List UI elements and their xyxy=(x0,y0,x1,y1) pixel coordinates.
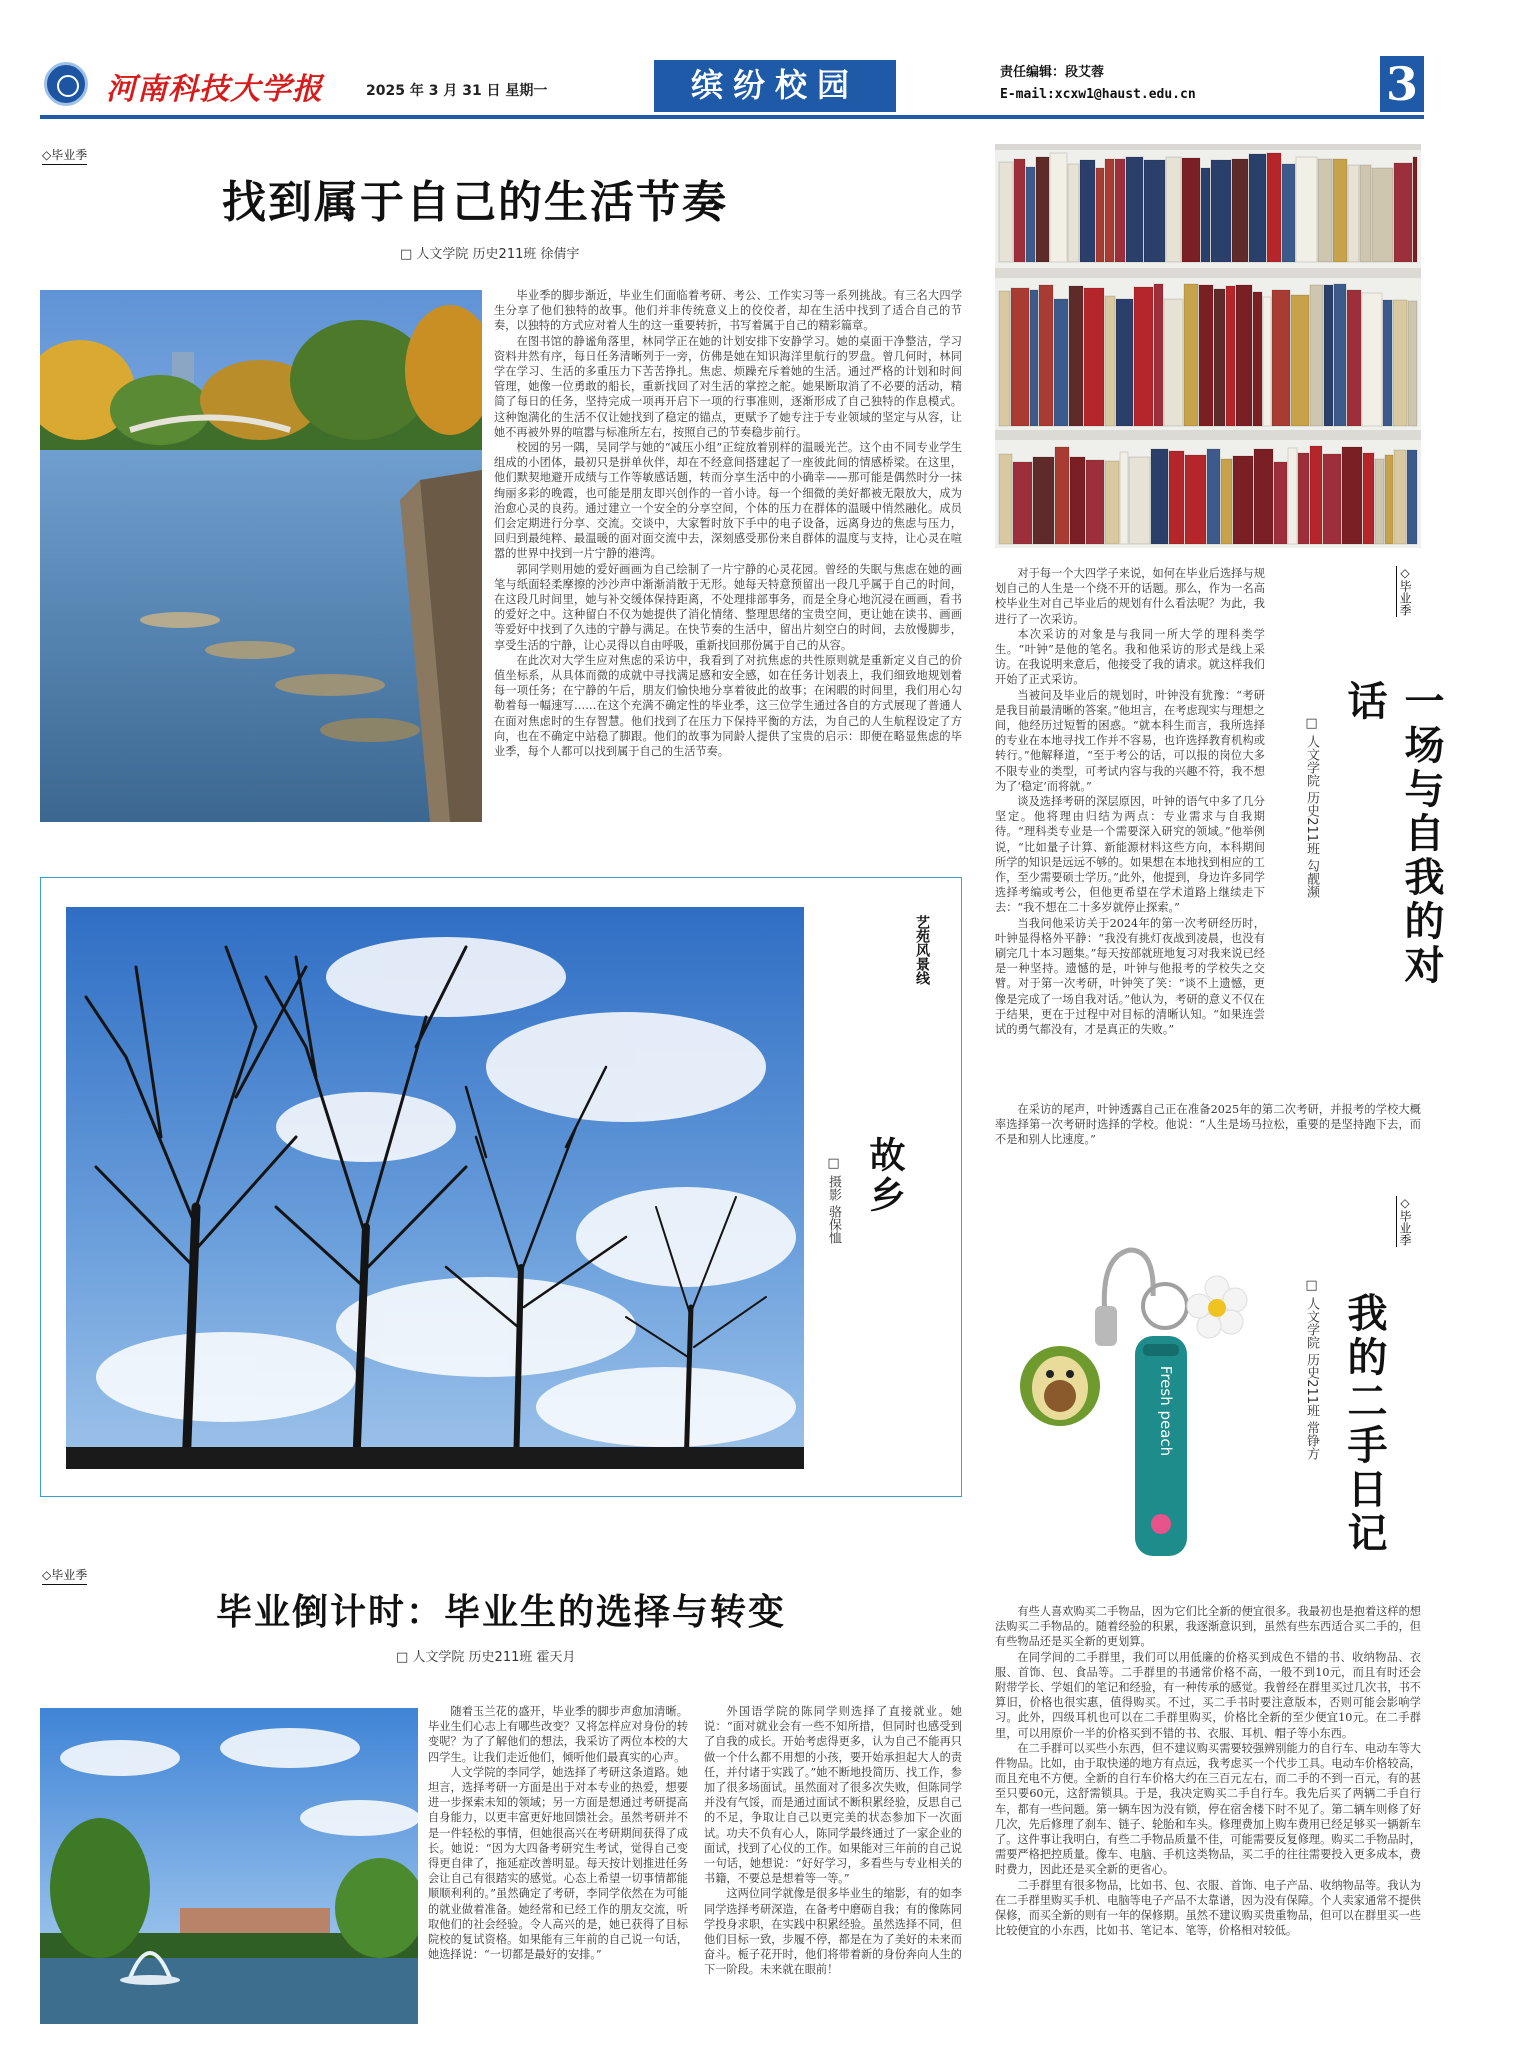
book-spine xyxy=(1383,300,1392,426)
keychain-text: Fresh peach xyxy=(1157,1365,1175,1457)
campus-lake-photo xyxy=(40,290,482,822)
book-spine xyxy=(1084,288,1104,426)
book-spine xyxy=(1288,448,1297,544)
book-spine xyxy=(1274,462,1287,544)
book-spine xyxy=(1334,284,1346,426)
paragraph: 在同学间的二手群里，我们可以用低廉的价格买到成色不错的书、收纳物品、衣服、首饰、包、食品等。二手群里的书通常价格不高，一般不到10元，而且有时还会附带学长、学姐们的笔记和经验，有一种传承的感觉。我曾经在群里买过几次书，书不算旧，价格也很实惠，值得购买。不过，买二手书时要注意版本，否则可能会影响学习。此外，四级耳机也可以在二手群里购买，价格比全新的至少便宜10元。在二手群里，可以用原价一半的价格买到不错的书、衣服、耳机、帽子等小东西。 xyxy=(995,1650,1421,1740)
book-spine xyxy=(1164,299,1183,426)
book-spine xyxy=(999,454,1012,544)
article-title: 毕业倒计时：毕业生的选择与转变 xyxy=(216,1592,787,1633)
article-title: 一场与自我的对话 xyxy=(1341,680,1445,988)
article3-body-col1 xyxy=(428,1704,688,1962)
book-spine xyxy=(1298,453,1309,544)
book-spine xyxy=(1348,165,1359,262)
section-tag: ◇毕业季 xyxy=(42,146,87,165)
paragraph: 在图书馆的静谧角落里，林同学正在她的计划安排下安静学习。她的桌面干净整洁，学习资料井然有序，每日任务清晰列于一旁，仿佛是她在知识海洋里航行的罗盘。曾几何时，林同学在学习、生活的多重压力下苦苦挣扎。焦虑、烦躁充斥着她的生活。通过严格的计划和时间管理，她像一位勇敢的船长，重新找回了对生活的掌控之舵。她果断取消了不必要的活动，精简了每日的任务，坚持完成一项再开启下一项的行事准则，逐渐形成了自己独特的作息模式。这种饱满化的生活不仅让她找到了稳定的锚点，更赋予了她专注于专业领域的坚定与从容，让她不再被外界的喧嚣与标准所左右，按照自己的节奏稳步前行。 xyxy=(494,334,962,439)
bookshelf-photo xyxy=(995,144,1421,548)
book-spine xyxy=(1182,158,1200,262)
book-spine xyxy=(1036,157,1049,262)
book-spine xyxy=(1068,164,1079,262)
book-spine xyxy=(1050,153,1067,262)
photo-title: 故乡 xyxy=(864,1136,906,1216)
university-logo xyxy=(44,62,88,106)
paragraph: 有些人喜欢购买二手物品，因为它们比全新的便宜很多。我最初也是抱着这样的想法购买二手物品的。随着经验的积累，我逐渐意识到，虽然有些东西适合买二手的，但有些物品还是买全新的更划算。 xyxy=(995,1605,1421,1649)
paragraph: 当被问及毕业后的规划时，叶钟没有犹豫：“考研是我目前最清晰的答案。”他坦言，在考虑现实与理想之间，他经历过短暂的困惑。“就本科生而言，我所选择的专业在本地寻找工作并不容易，也许选择教育机构或转行。”他解释道，“至于考公的话，可以报的岗位大多不限专业的类型，可考试内容与我的兴趣不符，我不想为了‘稳定’而将就。” xyxy=(995,688,1265,793)
page-number: 3 xyxy=(1380,56,1424,112)
article-title: 我的二手日记 xyxy=(1341,1292,1388,1556)
article3-body-col2 xyxy=(704,1704,962,1978)
book-spine xyxy=(1129,457,1150,544)
book-spine xyxy=(1199,285,1213,426)
paragraph: 外国语学院的陈同学则选择了直接就业。她说：“面对就业会有一些不知所措，但同时也感受到了自我的成长。开始考虑得更多，认为自己不能再只做一个什么都不用想的小孩，要开始承担起大人的责任，并付诸于实践了。”她不断地投简历、找工作，参加了很多场面试。虽然面对了很多次失败，但陈同学并没有气馁，而是通过面试不断积累经验，反思自己的不足，争取让自己以更完美的状态参加下一次面试。功夫不负有心人，陈同学最终通过了一家企业的面试，找到了心仪的工作。如果能对三年前的自己说一句话，她想说：“好好学习，多看些与专业相关的书籍，不要总是想着等一等。” xyxy=(704,1705,962,1886)
book-spine xyxy=(1054,299,1068,426)
photo-credit: □ 摄影 骆保恤 xyxy=(826,1156,841,1245)
hometown-sky-photo xyxy=(66,907,804,1469)
paragraph: 二手群里有很多物品，比如书、包、衣服、首饰、电子产品、收纳物品等。我认为在二手群里购买手机、电脑等电子产品不太靠谱，因为没有保障。个人卖家通常不提供保修，而买全新的则有一年的保修期。虽然不建议购买贵重物品，但可以在群里买一些比较便宜的小东西，比如书、笔记本、笔等，价格相对较低。 xyxy=(995,1878,1421,1938)
book-spine xyxy=(1324,285,1333,426)
issue-date: 2025 年 3 月 31 日 星期一 xyxy=(366,83,548,99)
book-spine xyxy=(1211,160,1231,262)
article-byline: □ 人文学院 历史211班 霍天月 xyxy=(396,1650,576,1665)
book-spine xyxy=(1201,168,1210,262)
photo-section-label: 艺苑风景线 xyxy=(914,915,930,985)
paragraph: 人文学院的李同学，她选择了考研这条道路。她坦言，选择考研一方面是出于对本专业的热爱，想要进一步探索未知的领域；另一方面是想通过考研提高自身能力，以更丰富更好地回馈社会。虽然考研并不是一件轻松的事情，但她很高兴在考研期间获得了成长。她说：“因为大四备考研究生考试，觉得自己变得更自律了，拖延症改善明显。每天按计划推进任务会让自己有很踏实的感觉。心态上希望一切事情都能顺顺利利的。”虽然确定了考研，李同学依然在为可能的就业做着准备。她经常和已经工作的朋友交流，听取他们的社会经验。令人高兴的是，她已获得了目标院校的复试资格。如果能有三年前的自己说一句话，她选择说：“一切都是最好的安排。” xyxy=(428,1765,688,1962)
book-spine xyxy=(1014,159,1025,262)
book-spine xyxy=(1310,446,1322,544)
book-spine xyxy=(1333,159,1347,262)
book-spine xyxy=(1342,447,1362,544)
book-spine xyxy=(1134,287,1153,426)
book-spine xyxy=(1413,157,1417,262)
book-spine xyxy=(1291,295,1309,426)
book-spine xyxy=(1233,456,1253,544)
book-spine xyxy=(1184,284,1198,426)
book-spine xyxy=(999,162,1013,262)
book-spine xyxy=(1408,301,1417,426)
book-spine xyxy=(1254,449,1273,544)
article2-body-end xyxy=(995,1102,1421,1148)
book-spine xyxy=(1013,462,1032,544)
book-spine xyxy=(1394,450,1406,544)
newspaper-name: 河南科技大学报 xyxy=(106,72,323,107)
book-spine xyxy=(1115,159,1125,262)
book-spine xyxy=(1394,163,1412,262)
paragraph: 在此次对大学生应对焦虑的采访中，我看到了对抗焦虑的共性原则就是重新定义自己的价值坐标系，从具体而微的成就中寻找满足感和安全感，如在任务计划表上，我们细致地规划着每一项任务；在宁静的午后，朋友们愉快地分享着彼此的故事；在闲暇的时间里，我们用心勾勒着每一幅速写……在这个充满不确定性的毕业季，这三位学生通过各自的方式展现了普通人在面对焦虑时的生存智慧。他们找到了在压力下保持平衡的方法，为自己的人生航程设定了方向，也在不确定中站稳了脚跟。他们的故事为同龄人提供了宝贵的启示：即便在略显焦虑的毕业季，每个人都可以找到属于自己的生活节奏。 xyxy=(494,653,962,759)
book-spine xyxy=(1105,159,1114,262)
paragraph: 谈及选择考研的深层原因，叶钟的语气中多了几分坚定。他将理由归结为两点：专业需求与自我期待。“理科类专业是一个需要深入研究的领域。”他举例说，“比如量子计算、新能源材料这些方向，本科期间所学的知识是远远不够的。如果想在本地找到相应的工作，至少需要硕士学历。”此外，他提到，身边许多同学选择考编或考公，但他更希望在学术道路上继续走下去：“我不想在二十多岁就停止探索。” xyxy=(995,795,1265,915)
book-spine xyxy=(1267,153,1281,262)
book-spine xyxy=(1385,455,1393,544)
book-spine xyxy=(1360,165,1371,262)
book-spine xyxy=(1263,297,1271,426)
book-spine xyxy=(1363,453,1374,544)
header-rule xyxy=(40,115,1424,119)
book-spine xyxy=(1318,159,1332,262)
paragraph: 校园的另一隅，吴同学与她的“减压小组”正绽放着别样的温暖光芒。这个由不同专业学生组成的小团体，最初只是拼单伙伴，却在不经意间搭建起了一座彼此间的情感桥梁。在这里，他们默契地避开成绩与工作等敏感话题，转而分享生活中的小确幸——那可能是偶然时分一抹绚丽多彩的晚霞，也可能是朋友即兴创作的一首小诗。每一个细微的美好都被无限放大，成为治愈心灵的良药。通过建立一个安全的分享空间，个体的压力在群体的温暖中悄然融化。成员们会定期进行分享、交流。交谈中，大家暂时放下手中的电子设备，远离身边的焦虑与压力，回归到最纯粹、最温暖的面对面交流中去，深刻感受那份来自群体的温度与支持，让心灵在喧嚣的世界中找到一片宁静的港湾。 xyxy=(494,441,962,561)
book-spine xyxy=(1151,449,1168,544)
book-spine xyxy=(1282,164,1295,262)
book-spine xyxy=(1105,296,1115,426)
section-banner: 缤纷校园 xyxy=(654,60,896,112)
book-spine xyxy=(1375,459,1384,544)
book-spine xyxy=(1207,449,1220,544)
article4-body xyxy=(995,1604,1421,1938)
paragraph: 毕业季的脚步渐近，毕业生们面临着考研、考公、工作实习等一系列挑战。有三名大四学生分享了他们独特的故事。他们并非传统意义上的佼佼者，却在生活中找到了适合自己的节奏，以独特的方式应对着人生的这一重要转折，书写着属于自己的精彩篇章。 xyxy=(494,289,962,333)
book-spine xyxy=(1011,288,1029,426)
book-spine xyxy=(1296,157,1317,262)
book-spine xyxy=(1214,289,1225,426)
section-tag-vertical: ◇毕业季 xyxy=(1398,1196,1412,1246)
article-byline: □ 人文学院 历史211班 常铮方 xyxy=(1304,1278,1319,1461)
book-spine xyxy=(1272,290,1290,426)
editor-line: 责任编辑：段艾蓉 xyxy=(1000,65,1105,80)
book-spine xyxy=(1249,154,1266,262)
book-spine xyxy=(1236,285,1252,426)
book-spine xyxy=(1372,168,1393,262)
paragraph: 这两位同学就像是很多毕业生的缩影，有的如李同学选择考研深造，在备考中磨砺自我；有的像陈同学投身求职，在实践中积累经验。虽然选择不同，但他们目标一致，步履不停，都是在为了美好的未来而奋斗。栀子花开时，他们将带着新的身份奔向人生的下一阶段。未来就在眼前！ xyxy=(704,1887,962,1977)
book-spine xyxy=(1393,300,1407,426)
book-spine xyxy=(1039,285,1053,426)
book-spine xyxy=(1080,160,1095,262)
paragraph: 对于每一个大四学子来说，如何在毕业后选择与规划自己的人生是一个绕不开的话题。那么，作为一名高校毕业生对自己毕业后的规划有什么看法呢？为此，我进行了一次采访。 xyxy=(995,567,1265,626)
article1-body xyxy=(494,288,962,759)
book-spine xyxy=(1126,157,1143,262)
book-spine xyxy=(1144,160,1165,262)
book-spine xyxy=(1232,159,1248,262)
book-spine xyxy=(1362,293,1382,426)
book-spine xyxy=(1166,157,1181,262)
paragraph: 在采访的尾声，叶钟透露自己正在准备2025年的第二次考研，并报考的学校大概率选择第一次考研时选择的学校。他说：“人生是场马拉松，重要的是坚持跑下去，而不是和别人比速度。” xyxy=(995,1103,1421,1147)
article-byline: □ 人文学院 历史211班 勾靓濒 xyxy=(1304,716,1319,899)
paragraph: 郭同学则用她的爱好画画为自己绘制了一片宁静的心灵花园。曾经的失眠与焦虑在她的画笔与纸面轻柔摩擦的沙沙声中渐渐消散于无形。她每天特意预留出一段几乎属于自己的时间，在这段几时间里，她与补交缓体保持距离，不处理排部事务，而是全身心地沉浸在画画，看书的爱好之中。这种留白不仅为她提供了消化情绪、整理思绪的宝贵空间，更让她在读书、画画等爱好中找到了久违的宁静与满足。在快节奏的生活中，留出片刻空白的时间，去放慢脚步，享受生活的宁静，让心灵得以自由呼吸，重新找回那份属于自己的从容。 xyxy=(494,562,962,652)
paragraph: 当我问他采访关于2024年的第一次考研经历时，叶钟显得格外平静：“我没有挑灯夜战到凌晨，也没有刷完几十本习题集。”每天按部就班地复习对我来说已经是一种坚持。遗憾的是，叶钟与他报考的学校失之交臂。对于第一次考研，叶钟笑了笑：“谈不上遗憾，更像是完成了一场自我对话。”他认为，考研的意义不仅在于结果，更在于过程中对目标的清晰认知。“如果连尝试的勇气都没有，才是真正的失败。” xyxy=(995,916,1265,1037)
keychain-photo xyxy=(995,1236,1265,1562)
section-tag: ◇毕业季 xyxy=(42,1566,87,1585)
article-title: 找到属于自己的生活节奏 xyxy=(222,177,728,228)
book-spine xyxy=(1086,460,1104,544)
book-spine xyxy=(1169,451,1184,544)
book-spine xyxy=(1323,454,1341,544)
email-line: E-mail:xcxw1@haust.edu.cn xyxy=(1000,87,1196,102)
book-spine xyxy=(1096,168,1104,262)
book-spine xyxy=(1069,286,1083,426)
paragraph: 随着玉兰花的盛开，毕业季的脚步声愈加清晰。毕业生们心志上有哪些改变？又将怎样应对身份的转变呢？为了了解他们的想法，我采访了两位本校的大四学生。让我们走近他们，倾听他们最真实的心声。 xyxy=(428,1705,688,1764)
book-spine xyxy=(1026,167,1035,262)
book-spine xyxy=(999,291,1010,426)
campus-fountain-photo xyxy=(40,1708,418,2024)
section-tag-vertical: ◇毕业季 xyxy=(1398,566,1412,616)
book-spine xyxy=(1055,447,1069,544)
book-spine xyxy=(1310,285,1323,426)
book-spine xyxy=(1030,290,1038,426)
article-byline: □ 人文学院 历史211班 徐倩宇 xyxy=(400,247,580,262)
book-spine xyxy=(1253,292,1262,426)
paragraph: 本次采访的对象是与我同一所大学的理科类学生。“叶钟”是他的笔名。我和他采访的形式是线上采访。在我说明来意后，他接受了我的请求。就这样我们开始了正式采访。 xyxy=(995,627,1265,687)
article2-body xyxy=(995,566,1265,1037)
book-spine xyxy=(1407,450,1417,544)
book-spine xyxy=(1226,286,1235,426)
book-spine xyxy=(1154,284,1163,426)
book-spine xyxy=(1116,299,1133,426)
book-spine xyxy=(1033,457,1054,544)
book-spine xyxy=(1347,290,1361,426)
book-spine xyxy=(1105,461,1119,544)
book-spine xyxy=(1221,459,1232,544)
book-spine xyxy=(1120,452,1128,544)
book-spine xyxy=(1070,457,1085,544)
paragraph: 在二手群可以买些小东西，但不建议购买需要较强辨别能力的自行车、电动车等大件物品。比如，由于取快递的地方有点远，我考虑买一个代步工具。电动车价格较高，而且充电不方便。全新的自行车价格大约在三百元左右，而二手的不到一百元，有的甚至只要60元，这舒需锁具。于是，我决定购买二手自行车。我先后买了两辆二手自行车，都有一些问题。第一辆车因为没有锁，停在宿舍楼下时不见了。第二辆车则修了好几次，先后修理了刹车、链子、轮胎和车头。修理费加上购车费用已经足够买一辆新车了。这件事让我明白，有些二手物品质量不佳，可能需要反复修理。购买二手物品时，需要严格把控质量。像车、电脑、手机这类物品，买二手的往往需要投入更多成本，费时费力，因此还是买全新的更省心。 xyxy=(995,1741,1421,1877)
book-spine xyxy=(1185,455,1206,544)
